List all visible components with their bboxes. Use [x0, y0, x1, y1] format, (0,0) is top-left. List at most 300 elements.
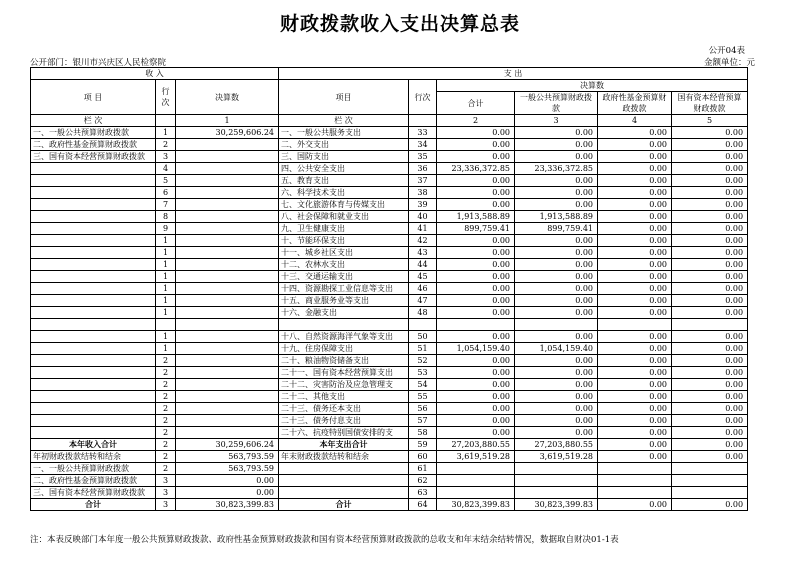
expense-line: 43 — [409, 247, 437, 259]
expense-line: 34 — [409, 139, 437, 151]
expense-item: 二十六、抗疫特别国债安排的支 — [279, 427, 409, 439]
table-row — [31, 319, 748, 331]
expense-fund-budget: 0.00 — [598, 295, 672, 307]
expense-general-budget: 0.00 — [515, 199, 598, 211]
expense-line: 47 — [409, 295, 437, 307]
expense-state-capital: 0.00 — [672, 259, 748, 271]
expense-total: 0.00 — [437, 283, 515, 295]
expense-item: 二十二、其他支出 — [279, 391, 409, 403]
income-item — [31, 295, 156, 307]
expense-state-capital: 0.00 — [672, 367, 748, 379]
income-item — [31, 271, 156, 283]
expense-state-capital: 0.00 — [672, 415, 748, 427]
expense-fund-budget: 0.00 — [598, 355, 672, 367]
income-item — [31, 211, 156, 223]
income-item — [31, 187, 156, 199]
income-amount — [176, 199, 279, 211]
expense-line: 58 — [409, 427, 437, 439]
expense-item — [279, 463, 409, 475]
expense-item: 十三、交通运输支出 — [279, 271, 409, 283]
income-amount: 30,259,606.24 — [176, 439, 279, 451]
expense-state-capital: 0.00 — [672, 175, 748, 187]
income-line: 6 — [156, 187, 176, 199]
income-line: 2 — [156, 403, 176, 415]
expense-total: 0.00 — [437, 307, 515, 319]
income-item — [31, 175, 156, 187]
expense-general-budget: 0.00 — [515, 331, 598, 343]
table-row — [31, 127, 748, 139]
income-line: 2 — [156, 379, 176, 391]
income-item — [31, 379, 156, 391]
income-amount — [176, 247, 279, 259]
income-amount — [176, 211, 279, 223]
expense-item: 二、外交支出 — [279, 139, 409, 151]
table-row — [31, 211, 748, 223]
expense-state-capital: 0.00 — [672, 151, 748, 163]
expense-total: 0.00 — [437, 139, 515, 151]
expense-state-capital: 0.00 — [672, 355, 748, 367]
expense-line: 63 — [409, 487, 437, 499]
table-row — [31, 463, 748, 475]
expense-total: 0.00 — [437, 175, 515, 187]
income-line: 2 — [156, 439, 176, 451]
table-row — [31, 307, 748, 319]
income-line: 9 — [156, 223, 176, 235]
income-line: 3 — [156, 151, 176, 163]
expense-general-budget: 0.00 — [515, 187, 598, 199]
table-row — [31, 175, 748, 187]
table-row — [31, 151, 748, 163]
expense-line: 36 — [409, 163, 437, 175]
expense-general-budget: 3,619,519.28 — [515, 451, 598, 463]
expense-state-capital: 0.00 — [672, 499, 748, 511]
income-item — [31, 415, 156, 427]
expense-item: 二十一、国有资本经营预算支出 — [279, 367, 409, 379]
income-item — [31, 343, 156, 355]
expense-general-budget: 0.00 — [515, 175, 598, 187]
income-amount — [176, 391, 279, 403]
income-line: 2 — [156, 463, 176, 475]
expense-line: 48 — [409, 307, 437, 319]
table-row — [31, 403, 748, 415]
expense-fund-budget: 0.00 — [598, 235, 672, 247]
income-amount — [176, 283, 279, 295]
income-item — [31, 199, 156, 211]
income-amount — [176, 367, 279, 379]
expense-fund-budget: 0.00 — [598, 415, 672, 427]
income-line: 3 — [156, 499, 176, 511]
income-amount — [176, 379, 279, 391]
expense-state-capital: 0.00 — [672, 163, 748, 175]
expense-state-capital: 0.00 — [672, 235, 748, 247]
income-item — [31, 355, 156, 367]
income-amount — [176, 343, 279, 355]
expense-fund-budget: 0.00 — [598, 259, 672, 271]
expense-line: 53 — [409, 367, 437, 379]
expense-item: 六、科学技术支出 — [279, 187, 409, 199]
income-item — [31, 427, 156, 439]
income-line: 2 — [156, 427, 176, 439]
expense-total — [437, 487, 515, 499]
final-amount-group-header: 决算数 — [437, 80, 748, 92]
expense-total: 0.00 — [437, 331, 515, 343]
unit-label: 金额单位：元 — [703, 58, 755, 68]
expense-item: 七、文化旅游体育与传媒支出 — [279, 199, 409, 211]
table-row — [31, 451, 748, 463]
income-line: 1 — [156, 295, 176, 307]
expense-general-budget: 0.00 — [515, 367, 598, 379]
expense-state-capital: 0.00 — [672, 127, 748, 139]
expense-state-capital: 0.00 — [672, 283, 748, 295]
expense-fund-budget: 0.00 — [598, 187, 672, 199]
table-row — [31, 187, 748, 199]
income-line: 8 — [156, 211, 176, 223]
form-code: 公开04表 — [708, 46, 745, 56]
table-row — [31, 343, 748, 355]
income-item: 二、政府性基金预算财政拨款 — [31, 139, 156, 151]
income-amount: 30,259,606.24 — [176, 127, 279, 139]
expense-line: 45 — [409, 271, 437, 283]
expense-item: 二十、粮油物资储备支出 — [279, 355, 409, 367]
expense-total: 0.00 — [437, 199, 515, 211]
expense-item: 十二、农林水支出 — [279, 259, 409, 271]
income-item: 一、一般公共预算财政拨款 — [31, 127, 156, 139]
expense-state-capital — [672, 463, 748, 475]
expense-general-budget — [515, 319, 598, 331]
expense-line: 61 — [409, 463, 437, 475]
expense-total: 899,759.41 — [437, 223, 515, 235]
income-line: 3 — [156, 475, 176, 487]
budget-table — [30, 67, 748, 511]
column-number: 4 — [598, 115, 672, 127]
income-line: 2 — [156, 451, 176, 463]
expense-item: 十八、自然资源海洋气象等支出 — [279, 331, 409, 343]
income-item — [31, 367, 156, 379]
expense-total: 0.00 — [437, 415, 515, 427]
income-item — [31, 259, 156, 271]
expense-general-budget: 27,203,880.55 — [515, 439, 598, 451]
expense-fund-budget: 0.00 — [598, 247, 672, 259]
table-row — [31, 331, 748, 343]
table-row — [31, 487, 748, 499]
expense-item: 二十三、债务还本支出 — [279, 403, 409, 415]
income-item: 三、国有资本经营预算财政拨款 — [31, 151, 156, 163]
expense-fund-budget: 0.00 — [598, 211, 672, 223]
expense-line: 62 — [409, 475, 437, 487]
expense-item: 十、节能环保支出 — [279, 235, 409, 247]
table-row — [31, 427, 748, 439]
income-item — [31, 307, 156, 319]
expense-header: 支 出 — [279, 68, 748, 80]
expense-state-capital: 0.00 — [672, 331, 748, 343]
expense-total: 0.00 — [437, 355, 515, 367]
table-row — [31, 271, 748, 283]
income-amount — [176, 163, 279, 175]
expense-total — [437, 475, 515, 487]
expense-item: 十九、住房保障支出 — [279, 343, 409, 355]
expense-fund-budget: 0.00 — [598, 175, 672, 187]
expense-line: 57 — [409, 415, 437, 427]
expense-general-budget: 0.00 — [515, 391, 598, 403]
income-amount — [176, 175, 279, 187]
column-number: 2 — [437, 115, 515, 127]
page-title: 财政拨款收入支出决算总表 — [279, 13, 520, 35]
expense-total: 27,203,880.55 — [437, 439, 515, 451]
expense-state-capital: 0.00 — [672, 427, 748, 439]
expense-item: 十一、城乡社区支出 — [279, 247, 409, 259]
income-amount — [176, 235, 279, 247]
expense-total: 0.00 — [437, 427, 515, 439]
expense-general-budget — [515, 487, 598, 499]
expense-item: 年末财政拨款结转和结余 — [279, 451, 409, 463]
expense-item: 一、一般公共服务支出 — [279, 127, 409, 139]
table-row — [31, 163, 748, 175]
income-line: 1 — [156, 235, 176, 247]
income-line — [156, 319, 176, 331]
income-item: 一、一般公共预算财政拨款 — [31, 463, 156, 475]
expense-general-budget — [515, 475, 598, 487]
income-line: 1 — [156, 259, 176, 271]
expense-state-capital: 0.00 — [672, 271, 748, 283]
income-header: 收 入 — [31, 68, 279, 80]
income-line: 1 — [156, 331, 176, 343]
income-line: 1 — [156, 271, 176, 283]
expense-line: 38 — [409, 187, 437, 199]
expense-line: 35 — [409, 151, 437, 163]
expense-total: 0.00 — [437, 259, 515, 271]
expense-state-capital — [672, 319, 748, 331]
income-amount: 563,793.59 — [176, 463, 279, 475]
column-number: 3 — [515, 115, 598, 127]
expense-line — [409, 319, 437, 331]
income-amount — [176, 319, 279, 331]
expense-fund-budget — [598, 463, 672, 475]
expense-fund-budget: 0.00 — [598, 283, 672, 295]
expense-item: 三、国防支出 — [279, 151, 409, 163]
income-line: 1 — [156, 127, 176, 139]
expense-line: 54 — [409, 379, 437, 391]
expense-total: 0.00 — [437, 127, 515, 139]
expense-line: 33 — [409, 127, 437, 139]
expense-general-budget: 23,336,372.85 — [515, 163, 598, 175]
income-amount — [176, 271, 279, 283]
table-row — [31, 475, 748, 487]
income-item — [31, 247, 156, 259]
expense-total: 1,913,588.89 — [437, 211, 515, 223]
expense-total: 0.00 — [437, 187, 515, 199]
expense-line: 60 — [409, 451, 437, 463]
expense-line: 41 — [409, 223, 437, 235]
expense-state-capital: 0.00 — [672, 139, 748, 151]
expense-state-capital: 0.00 — [672, 379, 748, 391]
income-amount — [176, 187, 279, 199]
expense-state-capital: 0.00 — [672, 247, 748, 259]
expense-item: 九、卫生健康支出 — [279, 223, 409, 235]
table-row — [31, 295, 748, 307]
expense-fund-budget: 0.00 — [598, 499, 672, 511]
expense-item-header: 项目 — [279, 80, 409, 115]
expense-general-budget: 0.00 — [515, 259, 598, 271]
expense-line: 44 — [409, 259, 437, 271]
total-header: 合计 — [437, 92, 515, 115]
expense-general-budget: 0.00 — [515, 151, 598, 163]
expense-item: 十五、商业服务业等支出 — [279, 295, 409, 307]
expense-general-budget: 1,913,588.89 — [515, 211, 598, 223]
column-label-2: 栏 次 — [279, 115, 409, 127]
expense-line: 40 — [409, 211, 437, 223]
expense-general-budget: 0.00 — [515, 295, 598, 307]
expense-line: 42 — [409, 235, 437, 247]
income-line: 4 — [156, 163, 176, 175]
income-amount — [176, 355, 279, 367]
income-item — [31, 283, 156, 295]
expense-state-capital: 0.00 — [672, 187, 748, 199]
expense-fund-budget: 0.00 — [598, 403, 672, 415]
expense-state-capital: 0.00 — [672, 295, 748, 307]
expense-total: 0.00 — [437, 235, 515, 247]
table-row — [31, 259, 748, 271]
income-amount — [176, 403, 279, 415]
income-line-header: 行次 — [156, 80, 176, 115]
fund-budget-header: 政府性基金预算财政拨款 — [598, 92, 672, 115]
expense-general-budget: 0.00 — [515, 415, 598, 427]
expense-item: 十四、资源勘探工业信息等支出 — [279, 283, 409, 295]
income-amount — [176, 331, 279, 343]
expense-line: 39 — [409, 199, 437, 211]
expense-fund-budget: 0.00 — [598, 139, 672, 151]
expense-state-capital — [672, 475, 748, 487]
expense-line: 37 — [409, 175, 437, 187]
expense-general-budget: 0.00 — [515, 403, 598, 415]
expense-total: 0.00 — [437, 151, 515, 163]
income-amount — [176, 259, 279, 271]
expense-total — [437, 463, 515, 475]
expense-state-capital — [672, 487, 748, 499]
expense-general-budget: 0.00 — [515, 355, 598, 367]
expense-general-budget: 1,054,159.40 — [515, 343, 598, 355]
income-item — [31, 403, 156, 415]
expense-general-budget: 899,759.41 — [515, 223, 598, 235]
expense-item: 五、教育支出 — [279, 175, 409, 187]
expense-total: 0.00 — [437, 391, 515, 403]
expense-total: 1,054,159.40 — [437, 343, 515, 355]
income-line: 5 — [156, 175, 176, 187]
expense-state-capital: 0.00 — [672, 211, 748, 223]
expense-item: 八、社会保障和就业支出 — [279, 211, 409, 223]
expense-state-capital: 0.00 — [672, 307, 748, 319]
income-item: 二、政府性基金预算财政拨款 — [31, 475, 156, 487]
income-line: 2 — [156, 367, 176, 379]
income-item: 三、国有资本经营预算财政拨款 — [31, 487, 156, 499]
income-line: 2 — [156, 355, 176, 367]
table-row — [31, 355, 748, 367]
expense-fund-budget: 0.00 — [598, 439, 672, 451]
expense-item: 本年支出合计 — [279, 439, 409, 451]
expense-line-header: 行次 — [409, 80, 437, 115]
income-line: 2 — [156, 415, 176, 427]
expense-line: 46 — [409, 283, 437, 295]
expense-total: 0.00 — [437, 403, 515, 415]
expense-total: 0.00 — [437, 271, 515, 283]
income-amount: 30,823,399.83 — [176, 499, 279, 511]
income-line: 3 — [156, 487, 176, 499]
expense-fund-budget — [598, 487, 672, 499]
expense-fund-budget — [598, 319, 672, 331]
expense-fund-budget: 0.00 — [598, 163, 672, 175]
expense-state-capital: 0.00 — [672, 391, 748, 403]
expense-general-budget: 0.00 — [515, 427, 598, 439]
expense-state-capital: 0.00 — [672, 199, 748, 211]
expense-general-budget: 0.00 — [515, 139, 598, 151]
income-line: 1 — [156, 283, 176, 295]
expense-general-budget: 0.00 — [515, 379, 598, 391]
column-number: 1 — [176, 115, 279, 127]
expense-total: 3,619,519.28 — [437, 451, 515, 463]
expense-item: 合计 — [279, 499, 409, 511]
income-item: 年初财政拨款结转和结余 — [31, 451, 156, 463]
expense-state-capital: 0.00 — [672, 451, 748, 463]
expense-line: 50 — [409, 331, 437, 343]
expense-state-capital: 0.00 — [672, 343, 748, 355]
income-amount: 0.00 — [176, 475, 279, 487]
expense-fund-budget: 0.00 — [598, 367, 672, 379]
expense-general-budget: 0.00 — [515, 235, 598, 247]
expense-general-budget: 0.00 — [515, 271, 598, 283]
expense-general-budget: 0.00 — [515, 307, 598, 319]
table-row — [31, 283, 748, 295]
expense-fund-budget: 0.00 — [598, 391, 672, 403]
income-line: 2 — [156, 139, 176, 151]
expense-fund-budget: 0.00 — [598, 271, 672, 283]
expense-fund-budget: 0.00 — [598, 451, 672, 463]
expense-fund-budget: 0.00 — [598, 199, 672, 211]
expense-item: 二十二、灾害防治及应急管理支 — [279, 379, 409, 391]
expense-general-budget: 0.00 — [515, 247, 598, 259]
expense-total: 30,823,399.83 — [437, 499, 515, 511]
expense-general-budget — [515, 463, 598, 475]
column-number: 5 — [672, 115, 748, 127]
table-row — [31, 391, 748, 403]
income-item — [31, 319, 156, 331]
income-amount — [176, 139, 279, 151]
expense-line: 64 — [409, 499, 437, 511]
expense-item — [279, 319, 409, 331]
income-item — [31, 235, 156, 247]
table-row — [31, 415, 748, 427]
expense-fund-budget — [598, 475, 672, 487]
expense-total — [437, 319, 515, 331]
expense-line: 55 — [409, 391, 437, 403]
income-item — [31, 391, 156, 403]
income-line: 7 — [156, 199, 176, 211]
expense-item: 十六、金融支出 — [279, 307, 409, 319]
expense-line: 51 — [409, 343, 437, 355]
expense-fund-budget: 0.00 — [598, 223, 672, 235]
expense-general-budget: 0.00 — [515, 127, 598, 139]
table-row — [31, 439, 748, 451]
income-item — [31, 331, 156, 343]
income-item: 合计 — [31, 499, 156, 511]
table-row — [31, 379, 748, 391]
income-item — [31, 163, 156, 175]
expense-total: 0.00 — [437, 295, 515, 307]
state-capital-header: 国有资本经营预算财政拨款 — [672, 92, 748, 115]
table-row — [31, 199, 748, 211]
income-item-header: 项 目 — [31, 80, 156, 115]
table-row — [31, 223, 748, 235]
expense-fund-budget: 0.00 — [598, 307, 672, 319]
department-label: 公开部门：银川市兴庆区人民检察院 — [30, 58, 167, 68]
